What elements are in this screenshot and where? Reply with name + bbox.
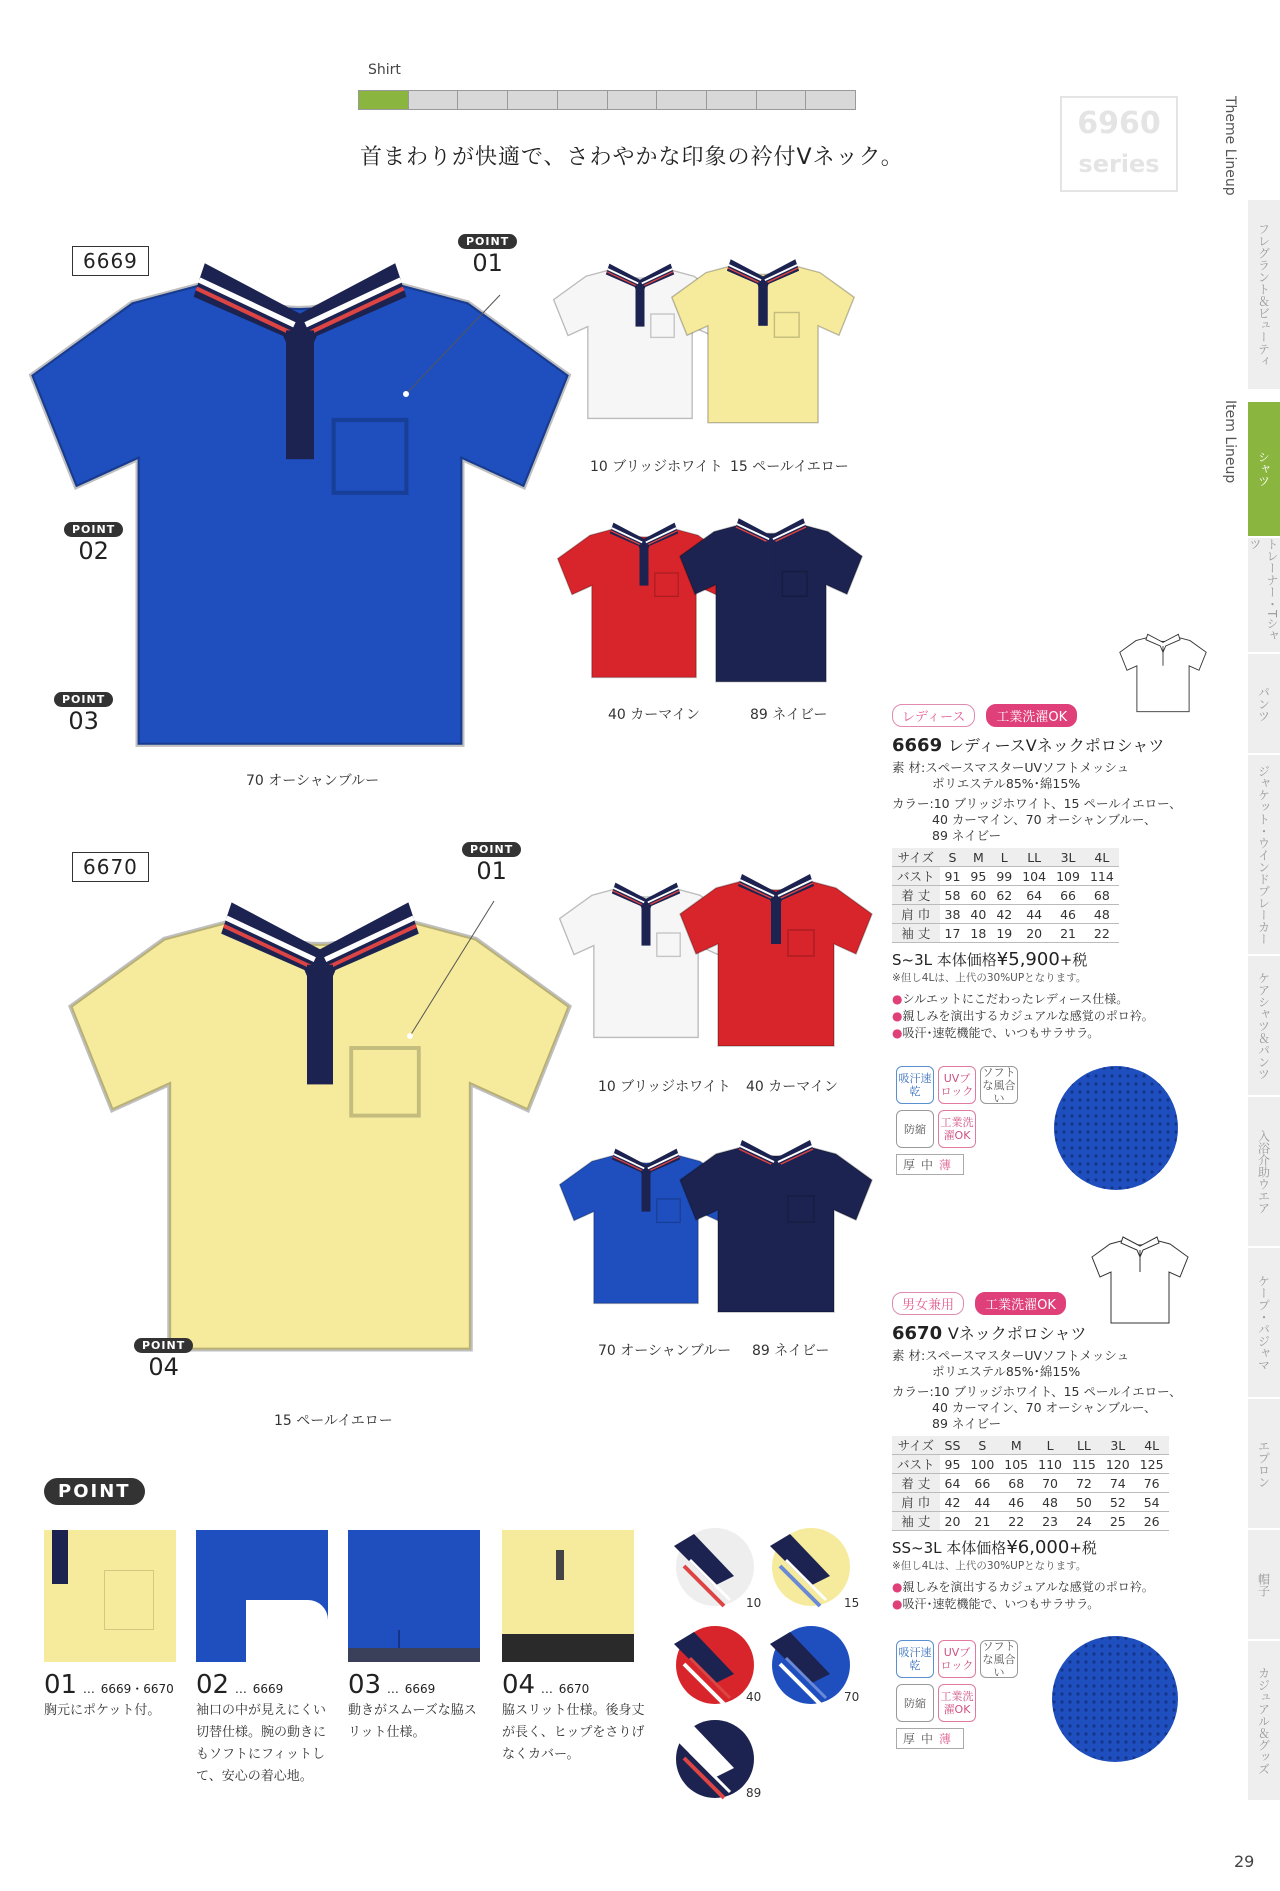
size-header-cell: SS bbox=[940, 1436, 966, 1455]
point-item-text: 脇スリット仕様。後身丈 bbox=[502, 1703, 645, 1718]
badge-industrial-wash: 工業洗濯OK bbox=[986, 704, 1077, 727]
progress-segment bbox=[458, 91, 508, 109]
point-pill: POINT bbox=[134, 1338, 193, 1353]
point-badge-04 bbox=[134, 1338, 193, 1381]
point-item-number: 03 … 6669 bbox=[348, 1670, 436, 1700]
page-headline: 首まわりが快適で、さわやかな印象の衿付Vネック。 bbox=[360, 145, 904, 170]
progress-segment bbox=[806, 91, 855, 109]
section-label: Shirt bbox=[368, 62, 401, 78]
size-cell: 38 bbox=[940, 905, 966, 924]
price-tax: +税 bbox=[1069, 1539, 1097, 1557]
collar-label: 15 bbox=[844, 1596, 860, 1610]
spec-block-6669 bbox=[892, 704, 1192, 1042]
size-row-sleeve bbox=[892, 1512, 1169, 1531]
size-header-cell: LL bbox=[1067, 1436, 1101, 1455]
size-cell: 68 bbox=[999, 1474, 1033, 1493]
size-row-label: 肩 巾 bbox=[892, 905, 940, 924]
size-row-sleeve bbox=[892, 924, 1119, 943]
point-item-text: が長く、ヒップをさりげ bbox=[502, 1725, 645, 1740]
point-number: 04 bbox=[148, 1353, 179, 1381]
side-tab-fragrant[interactable]: フレグラント＆ビューティ bbox=[1248, 200, 1280, 390]
size-cell: 17 bbox=[940, 924, 966, 943]
size-cell: 48 bbox=[1033, 1493, 1067, 1512]
caption-6669-main: 70 オーシャンブルー bbox=[246, 773, 380, 789]
point-number: 02 bbox=[78, 537, 109, 565]
material-value: :スペースマスターUVソフトメッシュ bbox=[920, 760, 1130, 775]
collar-label: 70 bbox=[844, 1690, 860, 1704]
section-progress-bar bbox=[358, 90, 856, 110]
function-icons-6670 bbox=[896, 1640, 1056, 1749]
point-item-04 bbox=[502, 1670, 652, 1766]
color-line bbox=[892, 1384, 1192, 1400]
fabric-thickness bbox=[896, 1154, 964, 1175]
size-header-cell: サイズ bbox=[892, 848, 940, 867]
size-row-label: バスト bbox=[892, 1455, 940, 1474]
size-header-cell: サイズ bbox=[892, 1436, 940, 1455]
progress-segment bbox=[508, 91, 558, 109]
size-cell: 54 bbox=[1135, 1493, 1169, 1512]
detail-photo-slit-blue bbox=[348, 1530, 480, 1662]
side-tab-bath[interactable]: 入浴介助ウエア bbox=[1248, 1097, 1280, 1247]
size-cell: 23 bbox=[1033, 1512, 1067, 1531]
size-row-length bbox=[892, 886, 1119, 905]
point-item-text: 切替仕様。腕の動きに bbox=[196, 1725, 327, 1740]
price-line bbox=[892, 949, 1192, 970]
size-row-label: 袖 丈 bbox=[892, 924, 940, 943]
material-label: 素 材 bbox=[892, 1348, 921, 1363]
shrink-proof-icon: 防縮 bbox=[896, 1684, 934, 1722]
product-number-6670: 6670 bbox=[72, 852, 149, 882]
size-cell: 20 bbox=[940, 1512, 966, 1531]
progress-segment bbox=[558, 91, 608, 109]
product-number-6669: 6669 bbox=[72, 246, 149, 276]
side-tab-jacket[interactable]: ジャケット・ウインドブレーカー bbox=[1248, 755, 1280, 955]
point-item-text: 袖口の中が見えにくい bbox=[196, 1703, 327, 1718]
size-header-cell: S bbox=[940, 848, 966, 867]
point-item-number: 04 … 6670 bbox=[502, 1670, 590, 1700]
size-cell: 19 bbox=[991, 924, 1017, 943]
size-header-cell: M bbox=[999, 1436, 1033, 1455]
uv-block-icon: UVブロック bbox=[938, 1640, 976, 1678]
size-cell: 70 bbox=[1033, 1474, 1067, 1493]
theme-lineup-label: Theme Lineup bbox=[1222, 96, 1238, 196]
feature-item: ●シルエットにこだわったレディース仕様。 bbox=[892, 992, 1129, 1006]
size-cell: 42 bbox=[991, 905, 1017, 924]
size-cell: 66 bbox=[1051, 886, 1085, 905]
caption-6669-carmine: 40 カーマイン bbox=[608, 707, 700, 723]
series-word: series bbox=[1078, 150, 1160, 178]
size-row-label: バスト bbox=[892, 867, 940, 886]
fabric-thickness bbox=[896, 1728, 964, 1749]
caption-6670-main: 15 ペールイエロー bbox=[274, 1413, 393, 1429]
thickness-thick: 厚 bbox=[903, 1158, 922, 1172]
size-cell: 64 bbox=[1017, 886, 1051, 905]
size-row-shoulder bbox=[892, 905, 1119, 924]
spec-number: 6670 bbox=[892, 1323, 943, 1344]
feature-list bbox=[892, 1579, 1192, 1613]
size-cell: 104 bbox=[1017, 867, 1051, 886]
side-tab-casual[interactable]: カジュアル＆グッズ bbox=[1248, 1641, 1280, 1801]
size-cell: 68 bbox=[1085, 886, 1119, 905]
size-header-cell: 3L bbox=[1051, 848, 1085, 867]
product-name bbox=[892, 733, 1192, 756]
size-header-cell: L bbox=[1033, 1436, 1067, 1455]
side-tab-apron[interactable]: エプロン bbox=[1248, 1399, 1280, 1529]
progress-segment bbox=[657, 91, 707, 109]
point-leader-line bbox=[404, 896, 504, 1046]
size-row-label: 袖 丈 bbox=[892, 1512, 940, 1531]
size-cell: 64 bbox=[940, 1474, 966, 1493]
price-value: ¥5,900 bbox=[996, 949, 1060, 970]
color-line2: 40 カーマイン、70 オーシャンブルー、 bbox=[932, 812, 1157, 827]
collar-label: 10 bbox=[746, 1596, 762, 1610]
size-cell: 105 bbox=[999, 1455, 1033, 1474]
size-row-label: 着 丈 bbox=[892, 1474, 940, 1493]
point-pill: POINT bbox=[458, 234, 517, 249]
material-value: :スペースマスターUVソフトメッシュ bbox=[920, 1348, 1130, 1363]
progress-segment bbox=[608, 91, 658, 109]
point-pill: POINT bbox=[462, 842, 521, 857]
size-cell: 91 bbox=[940, 867, 966, 886]
collar-swatch-ocean-blue bbox=[770, 1624, 852, 1706]
caption-6669-white: 10 ブリッジホワイト bbox=[590, 459, 723, 475]
size-cell: 25 bbox=[1101, 1512, 1135, 1531]
point-item-03 bbox=[348, 1670, 488, 1744]
point-badge-03 bbox=[54, 692, 113, 735]
point-badge-02 bbox=[64, 522, 123, 565]
detail-photo-sleeve bbox=[196, 1530, 328, 1662]
size-cell: 22 bbox=[1085, 924, 1119, 943]
price-line bbox=[892, 1537, 1192, 1558]
caption-6670-ocean-blue: 70 オーシャンブルー bbox=[598, 1343, 732, 1359]
uv-block-icon: UVブロック bbox=[938, 1066, 976, 1104]
collar-swatch-carmine bbox=[674, 1624, 756, 1706]
point-item-01 bbox=[44, 1670, 184, 1722]
caption-6670-carmine: 40 カーマイン bbox=[746, 1079, 838, 1095]
price-value: ¥6,000 bbox=[1006, 1537, 1070, 1558]
color-line2: 40 カーマイン、70 オーシャンブルー、 bbox=[932, 1400, 1157, 1415]
shirt-6669-navy bbox=[676, 500, 866, 700]
size-cell: 44 bbox=[1017, 905, 1051, 924]
page-number: 29 bbox=[1234, 1852, 1255, 1871]
size-header-row bbox=[892, 848, 1119, 867]
price-note: ※但し4Lは、上代の30%UPとなります。 bbox=[892, 972, 1087, 984]
size-header-row bbox=[892, 1436, 1169, 1455]
quick-dry-icon: 吸汗速乾 bbox=[896, 1640, 934, 1678]
point-item-number: 02 … 6669 bbox=[196, 1670, 284, 1700]
point-number: 03 bbox=[68, 707, 99, 735]
color-value: :10 ブリッジホワイト、15 ペールイエロー、 bbox=[929, 1384, 1182, 1399]
size-cell: 95 bbox=[940, 1455, 966, 1474]
shrink-proof-icon: 防縮 bbox=[896, 1110, 934, 1148]
spec-block-6670 bbox=[892, 1292, 1192, 1613]
thickness-thin: 薄 bbox=[939, 1158, 958, 1172]
size-cell: 24 bbox=[1067, 1512, 1101, 1531]
price-label: 本体価格 bbox=[946, 1539, 1007, 1557]
progress-segment bbox=[409, 91, 459, 109]
point-pill: POINT bbox=[64, 522, 123, 537]
badge-unisex: 男女兼用 bbox=[892, 1292, 964, 1315]
feature-list bbox=[892, 991, 1192, 1042]
size-header-cell: 4L bbox=[1085, 848, 1119, 867]
size-header-cell: S bbox=[965, 1436, 999, 1455]
size-cell: 46 bbox=[999, 1493, 1033, 1512]
size-cell: 58 bbox=[940, 886, 966, 905]
size-header-cell: 3L bbox=[1101, 1436, 1135, 1455]
point-leader-line bbox=[400, 290, 510, 400]
size-cell: 20 bbox=[1017, 924, 1051, 943]
series-watermark bbox=[1060, 96, 1178, 192]
size-row-length bbox=[892, 1474, 1169, 1493]
point-item-number: 01 … 6669・6670 bbox=[44, 1670, 174, 1700]
thickness-medium: 中 bbox=[921, 1732, 940, 1746]
industrial-wash-icon: 工業洗濯OK bbox=[938, 1110, 976, 1148]
size-cell: 95 bbox=[965, 867, 991, 886]
color-label: カラー bbox=[892, 1384, 930, 1399]
feature-item: ●吸汗･速乾機能で、いつもサラサラ。 bbox=[892, 1026, 1100, 1040]
size-cell: 26 bbox=[1135, 1512, 1169, 1531]
product-name bbox=[892, 1321, 1192, 1344]
spec-name: レディースVネックポロシャツ bbox=[947, 736, 1165, 755]
badge-industrial-wash: 工業洗濯OK bbox=[975, 1292, 1066, 1315]
point-badge-01 bbox=[458, 234, 517, 277]
size-row-label: 肩 巾 bbox=[892, 1493, 940, 1512]
point-number: 01 bbox=[476, 857, 507, 885]
point-item-text: もソフトにフィットし bbox=[196, 1747, 325, 1762]
side-tab-cape[interactable]: ケープ・パジャマ bbox=[1248, 1248, 1280, 1398]
price-label: 本体価格 bbox=[936, 951, 997, 969]
shirt-6670-navy bbox=[676, 1116, 876, 1336]
size-header-cell: LL bbox=[1017, 848, 1051, 867]
function-icons-6669 bbox=[896, 1066, 1056, 1175]
size-cell: 110 bbox=[1033, 1455, 1067, 1474]
shirt-6670-carmine bbox=[676, 850, 876, 1070]
material-label: 素 材 bbox=[892, 760, 921, 775]
color-line bbox=[892, 796, 1192, 812]
point-item-02 bbox=[196, 1670, 336, 1788]
size-row-label: 着 丈 bbox=[892, 886, 940, 905]
size-cell: 120 bbox=[1101, 1455, 1135, 1474]
size-cell: 100 bbox=[965, 1455, 999, 1474]
collar-swatch-navy bbox=[674, 1718, 756, 1800]
material-line bbox=[892, 760, 1192, 776]
thickness-medium: 中 bbox=[921, 1158, 940, 1172]
size-cell: 66 bbox=[965, 1474, 999, 1493]
collar-swatch-yellow bbox=[770, 1526, 852, 1608]
side-tab-shirt[interactable]: シャツ bbox=[1248, 402, 1280, 537]
point-item-text: 胸元にポケット付。 bbox=[44, 1703, 161, 1718]
size-cell: 109 bbox=[1051, 867, 1085, 886]
size-header-cell: 4L bbox=[1135, 1436, 1169, 1455]
progress-segment-active bbox=[359, 91, 409, 109]
size-cell: 74 bbox=[1101, 1474, 1135, 1493]
material-line bbox=[892, 1348, 1192, 1364]
point-item-text: 動きがスムーズな脇ス bbox=[348, 1703, 477, 1718]
size-cell: 52 bbox=[1101, 1493, 1135, 1512]
thickness-thick: 厚 bbox=[903, 1732, 922, 1746]
size-cell: 46 bbox=[1051, 905, 1085, 924]
size-row-shoulder bbox=[892, 1493, 1169, 1512]
size-cell: 48 bbox=[1085, 905, 1119, 924]
industrial-wash-icon: 工業洗濯OK bbox=[938, 1684, 976, 1722]
fabric-swatch-6670 bbox=[1050, 1634, 1180, 1764]
size-row-bust bbox=[892, 867, 1119, 886]
size-cell: 50 bbox=[1067, 1493, 1101, 1512]
side-tab-trainer[interactable]: トレーナー・Tシャツ bbox=[1248, 538, 1280, 653]
price-tax: +税 bbox=[1059, 951, 1088, 969]
point-item-text: て、安心の着心地。 bbox=[196, 1769, 313, 1784]
spec-number: 6669 bbox=[892, 735, 943, 756]
point-number: 01 bbox=[472, 249, 503, 277]
size-cell: 40 bbox=[965, 905, 991, 924]
point-item-text: リット仕様。 bbox=[348, 1725, 426, 1740]
size-cell: 99 bbox=[991, 867, 1017, 886]
badge-ladies: レディース bbox=[892, 704, 975, 727]
color-line3: 89 ネイビー bbox=[932, 828, 1002, 843]
color-value: :10 ブリッジホワイト、15 ペールイエロー、 bbox=[929, 796, 1182, 811]
size-cell: 72 bbox=[1067, 1474, 1101, 1493]
color-line3: 89 ネイビー bbox=[932, 1416, 1002, 1431]
color-label: カラー bbox=[892, 796, 930, 811]
material-line2: ポリエステル85%･綿15% bbox=[932, 1364, 1081, 1379]
quick-dry-icon: 吸汗速乾 bbox=[896, 1066, 934, 1104]
size-cell: 115 bbox=[1067, 1455, 1101, 1474]
caption-6669-yellow: 15 ペールイエロー bbox=[730, 459, 849, 475]
series-number: 6960 bbox=[1077, 106, 1161, 141]
item-lineup-label: Item Lineup bbox=[1222, 400, 1238, 484]
progress-segment bbox=[757, 91, 807, 109]
progress-segment bbox=[707, 91, 757, 109]
size-cell: 42 bbox=[940, 1493, 966, 1512]
point-item-text: なくカバー。 bbox=[502, 1747, 580, 1762]
size-header-cell: M bbox=[965, 848, 991, 867]
size-cell: 22 bbox=[999, 1512, 1033, 1531]
price-note: ※但し4Lは、上代の30%UPとなります。 bbox=[892, 1560, 1087, 1572]
price-range: S~3L bbox=[892, 951, 932, 969]
detail-photo-pocket bbox=[44, 1530, 176, 1662]
spec-name: Vネックポロシャツ bbox=[947, 1324, 1087, 1343]
point-badge-01 bbox=[462, 842, 521, 885]
side-tab-pants[interactable]: パンツ bbox=[1248, 654, 1280, 754]
price-range: SS~3L bbox=[892, 1539, 942, 1557]
size-cell: 21 bbox=[1051, 924, 1085, 943]
size-cell: 18 bbox=[965, 924, 991, 943]
point-section-title: POINT bbox=[44, 1478, 145, 1505]
size-row-bust bbox=[892, 1455, 1169, 1474]
size-cell: 114 bbox=[1085, 867, 1119, 886]
feature-item: ●親しみを演出するカジュアルな感覚のポロ衿。 bbox=[892, 1009, 1154, 1023]
point-pill: POINT bbox=[54, 692, 113, 707]
caption-6669-navy: 89 ネイビー bbox=[750, 707, 828, 723]
size-table-6669 bbox=[892, 848, 1119, 943]
collar-swatch-white bbox=[674, 1526, 756, 1608]
fabric-swatch-6669 bbox=[1052, 1064, 1180, 1192]
material-line2: ポリエステル85%･綿15% bbox=[932, 776, 1081, 791]
feature-item: ●吸汗･速乾機能で、いつもサラサラ。 bbox=[892, 1597, 1100, 1611]
size-cell: 62 bbox=[991, 886, 1017, 905]
size-cell: 21 bbox=[965, 1512, 999, 1531]
soft-texture-icon: ソフトな風合い bbox=[980, 1640, 1018, 1678]
thickness-thin: 薄 bbox=[939, 1732, 958, 1746]
caption-6670-white: 10 ブリッジホワイト bbox=[598, 1079, 731, 1095]
collar-label: 89 bbox=[746, 1786, 762, 1800]
feature-item: ●親しみを演出するカジュアルな感覚のポロ衿。 bbox=[892, 1580, 1154, 1594]
caption-6670-navy: 89 ネイビー bbox=[752, 1343, 830, 1359]
detail-photo-slit-yellow bbox=[502, 1530, 634, 1662]
side-tab-care[interactable]: ケアシャツ＆パンツ bbox=[1248, 956, 1280, 1096]
soft-texture-icon: ソフトな風合い bbox=[980, 1066, 1018, 1104]
size-table-6670 bbox=[892, 1436, 1169, 1531]
size-cell: 44 bbox=[965, 1493, 999, 1512]
shirt-6669-yellow bbox=[668, 236, 858, 446]
size-cell: 76 bbox=[1135, 1474, 1169, 1493]
side-tab-hat[interactable]: 帽子 bbox=[1248, 1530, 1280, 1640]
size-header-cell: L bbox=[991, 848, 1017, 867]
size-cell: 125 bbox=[1135, 1455, 1169, 1474]
size-cell: 60 bbox=[965, 886, 991, 905]
collar-label: 40 bbox=[746, 1690, 762, 1704]
